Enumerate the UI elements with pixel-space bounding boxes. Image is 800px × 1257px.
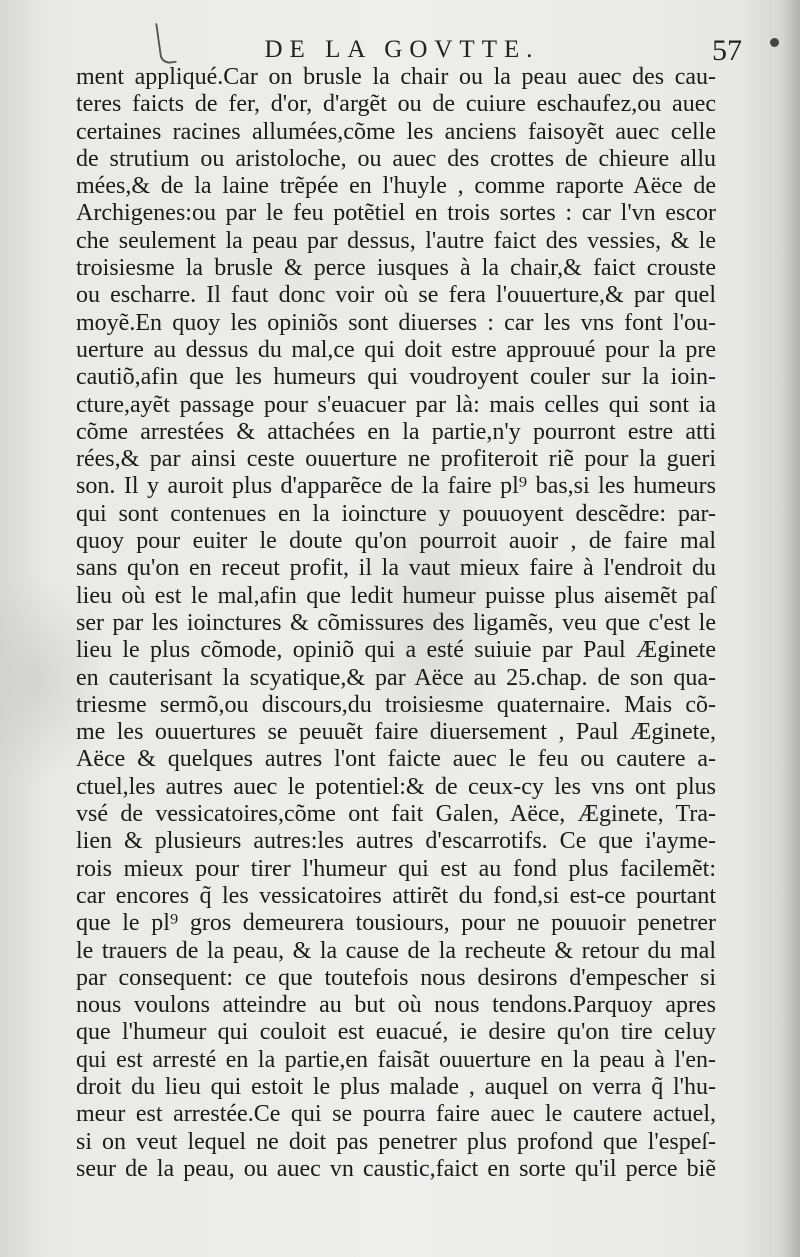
- text-line: teres faicts de fer, d'or, d'argẽt ou de cuiure eschaufez,ou auec: [76, 91, 716, 118]
- text-line: moyẽ.En quoy les opiniõs sont diuerses : car les vns font l'ou-: [76, 309, 716, 336]
- text-line: sans qu'on en receut profit, il la vaut mieux faire à l'endroit du: [76, 555, 716, 582]
- text-line: certaines racines allumées,cõme les anciens faisoyẽt auec celle: [76, 118, 716, 145]
- text-line: que l'humeur qui couloit est euacué, ie desire qu'on tire celuy: [76, 1019, 716, 1046]
- page-number: 57: [712, 34, 742, 67]
- page-edge-shadow: [782, 0, 800, 1257]
- text-line: ser par les ioinctures & cõmissures des ligamẽs, veu que c'est le: [76, 609, 716, 636]
- text-line: quoy pour euiter le doute qu'on pourroit auoir , de faire mal: [76, 528, 716, 555]
- text-line: si on veut lequel ne doit pas penetrer plus profond que l'espeſ-: [76, 1128, 716, 1155]
- text-line: de strutium ou aristoloche, ou auec des crottes de chieure allu: [76, 145, 716, 172]
- text-line: qui sont contenues en la ioincture y pouuoyent descẽdre: par-: [76, 500, 716, 527]
- text-line: Archigenes:ou par le feu potẽtiel en trois sortes : car l'vn escor: [76, 200, 716, 227]
- body-text: [76, 64, 716, 1183]
- text-line: lien & plusieurs autres:les autres d'escarrotifs. Ce que i'ayme-: [76, 828, 716, 855]
- text-line: par consequent: ce que toutefois nous desirons d'empescher si: [76, 964, 716, 991]
- text-line: seur de la peau, ou auec vn caustic,faict en sorte qu'il perce biẽ: [76, 1155, 716, 1182]
- text-line: cõme arrestées & attachées en la partie,n'y pourront estre atti: [76, 418, 716, 445]
- text-line: ment appliqué.Car on brusle la chair ou la peau auec des cau-: [76, 64, 716, 90]
- margin-mark-icon: [155, 21, 177, 65]
- text-line: me les ouuertures se peuuẽt faire diuersement , Paul Æginete,: [76, 719, 716, 746]
- text-line: troisiesme la brusle & perce iusques à la chair,& faict crouste: [76, 255, 716, 282]
- text-line: droit du lieu qui estoit le plus malade , auquel on verra q̃ l'hu-: [76, 1073, 716, 1100]
- text-line: uerture au dessus du mal,ce qui doit estre approuué pour la pre: [76, 336, 716, 363]
- text-line: lieu où est le mal,afin que ledit humeur puisse plus aisemẽt paſ: [76, 582, 716, 609]
- text-line: car encores q̃ les vessicatoires attirẽt du fond,si est-ce pourtant: [76, 882, 716, 909]
- running-head: DE LA GOVTTE.: [264, 36, 540, 63]
- text-line: cautiõ,afin que les humeurs qui voudroyent couler sur la ioin-: [76, 364, 716, 391]
- text-line: le trauers de la peau, & la cause de la recheute & retour du mal: [76, 937, 716, 964]
- text-line: son. Il y auroit plus d'apparẽce de la faire pl⁹ bas,si les humeurs: [76, 473, 716, 500]
- text-line: rées,& par ainsi ceste ouuerture ne profiteroit riẽ pour la gueri: [76, 446, 716, 473]
- text-line: cture,ayẽt passage pour s'euacuer par là: mais celles qui sont ia: [76, 391, 716, 418]
- text-line: que le pl⁹ gros demeurera tousiours, pour ne pouuoir penetrer: [76, 910, 716, 937]
- text-line: meur est arrestée.Ce qui se pourra faire auec le cautere actuel,: [76, 1101, 716, 1128]
- text-line: lieu le plus cõmode, opiniõ qui a esté suiuie par Paul Æginete: [76, 637, 716, 664]
- text-line: en cauterisant la scyatique,& par Aëce au 25.chap. de son qua-: [76, 664, 716, 691]
- text-line: mées,& de la laine trẽpée en l'huyle , comme raporte Aëce de: [76, 173, 716, 200]
- text-line: nous voulons atteindre au but où nous tendons.Parquoy apres: [76, 992, 716, 1019]
- text-line: qui est arresté en la partie,en faisãt ouuerture en la peau à l'en-: [76, 1046, 716, 1073]
- text-line: ou escharre. Il faut donc voir où se fera l'ouuerture,& par quel: [76, 282, 716, 309]
- text-line: triesme sermõ,ou discours,du troisiesme quaternaire. Mais cõ-: [76, 691, 716, 718]
- text-line: ctuel,les autres auec le potentiel:& de ceux-cy les vns ont plus: [76, 773, 716, 800]
- text-line: vsé de vessicatoires,cõme ont fait Galen, Aëce, Æginete, Tra-: [76, 801, 716, 828]
- text-line: che seulement la peau par dessus, l'autre faict des vessies, & le: [76, 227, 716, 254]
- text-line: rois mieux pour tirer l'humeur qui est au fond plus facilemẽt:: [76, 855, 716, 882]
- text-line: Aëce & quelques autres l'ont faicte auec le feu ou cautere a-: [76, 746, 716, 773]
- ink-dot-icon: [770, 38, 779, 47]
